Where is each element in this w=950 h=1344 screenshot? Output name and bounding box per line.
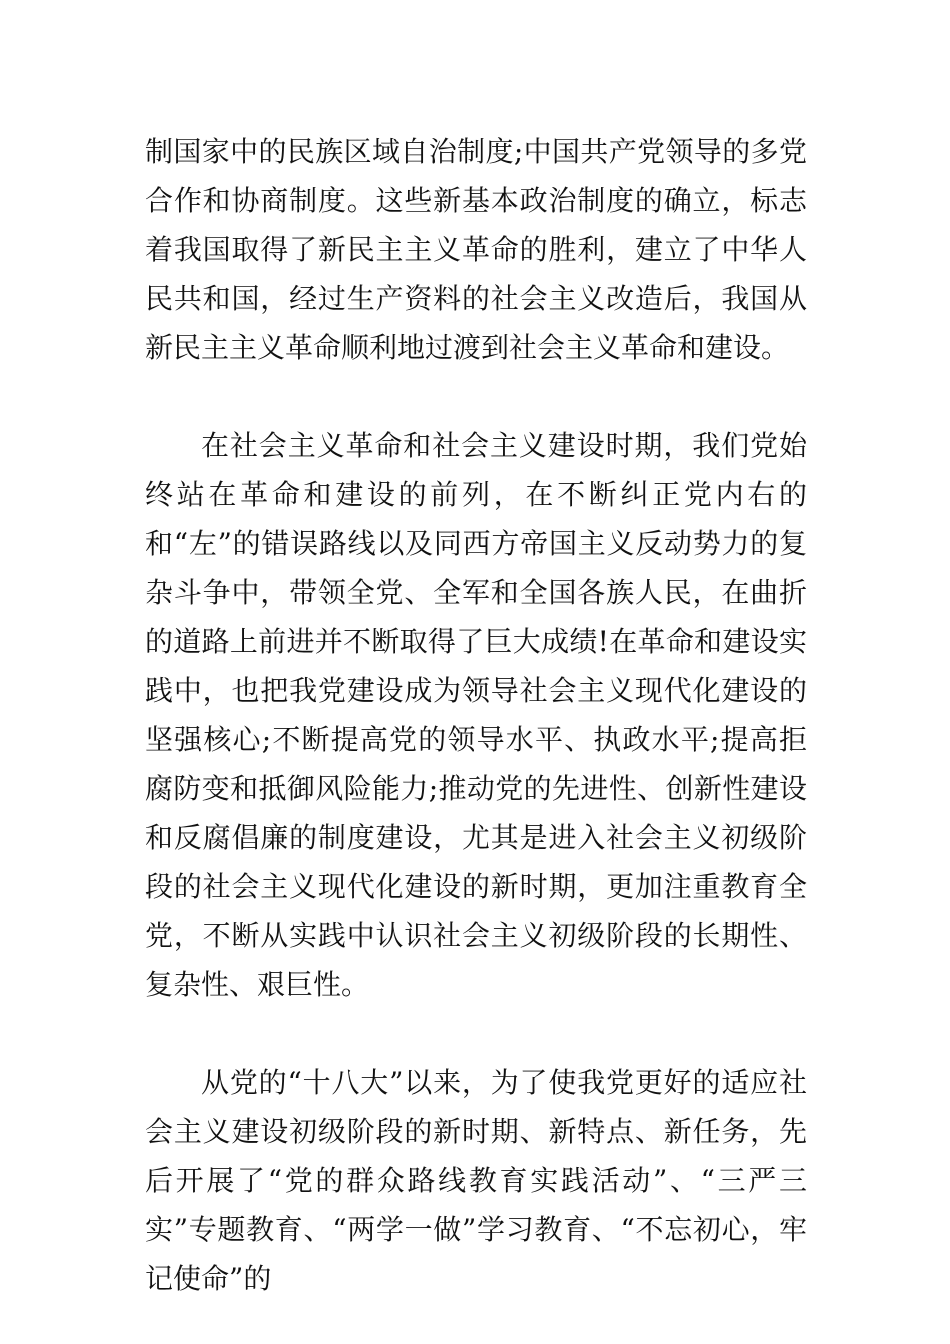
paragraph-spacer bbox=[145, 372, 807, 421]
document-body bbox=[145, 127, 807, 1303]
paragraph-spacer bbox=[145, 1009, 807, 1058]
paragraph-1: 制国家中的民族区域自治制度;中国共产党领导的多党合作和协商制度。这些新基本政治制度的确立，标志着我国取得了新民主主义革命的胜利，建立了中华人民共和国，经过生产资料的社会主义改造后，我国从新民主主义革命顺利地过渡到社会主义革命和建设。 bbox=[145, 135, 807, 364]
paragraph-3: 从党的“十八大”以来，为了使我党更好的适应社会主义建设初级阶段的新时期、新特点、新任务，先后开展了“党的群众路线教育实践活动”、“三严三实”专题教育、“两学一做”学习教育、“不忘初心，牢记使命”的 bbox=[145, 1066, 807, 1295]
paragraph-2: 在社会主义革命和社会主义建设时期，我们党始终站在革命和建设的前列，在不断纠正党内右的和“左”的错误路线以及同西方帝国主义反动势力的复杂斗争中，带领全党、全军和全国各族人民，在曲折的道路上前进并不断取得了巨大成绩!在革命和建设实践中，也把我党建设成为领导社会主义现代化建设的坚强核心;不断提高党的领导水平、执政水平;提高拒腐防变和抵御风险能力;推动党的先进性、创新性建设和反腐倡廉的制度建设，尤其是进入社会主义初级阶段的社会主义现代化建设的新时期，更加注重教育全党，不断从实践中认识社会主义初级阶段的长期性、复杂性、艰巨性。 bbox=[145, 429, 807, 1001]
